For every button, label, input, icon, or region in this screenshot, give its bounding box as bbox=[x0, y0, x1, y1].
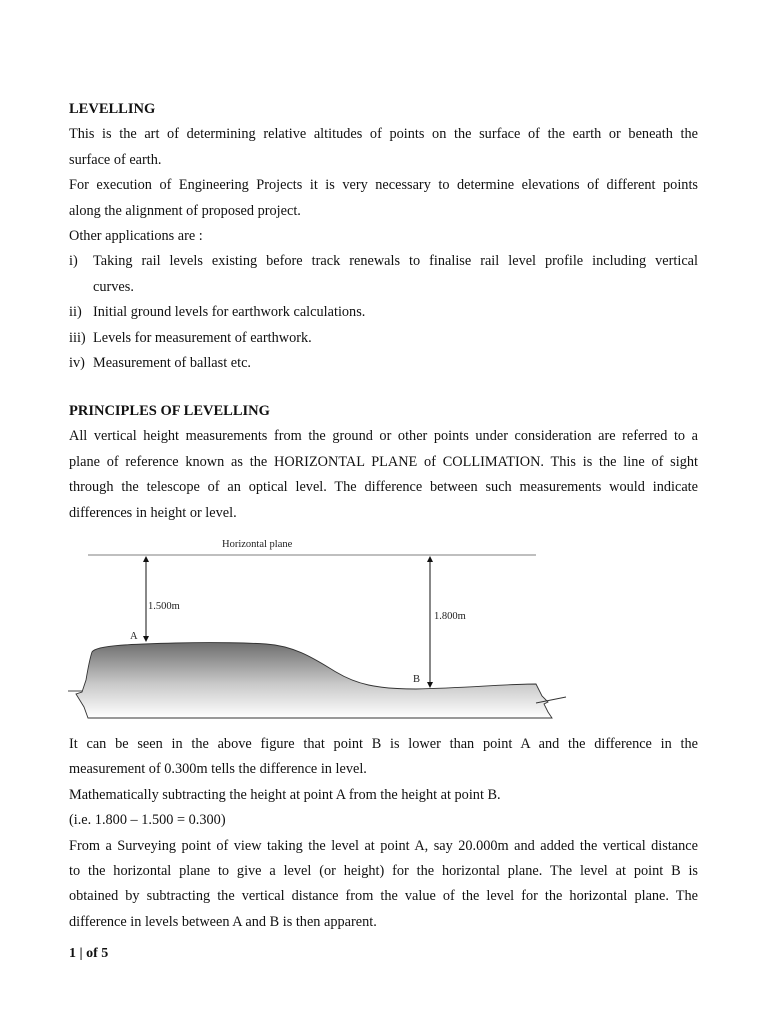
paragraph-line: measurement of 0.300m tells the difference in level. bbox=[69, 761, 367, 778]
levelling-diagram bbox=[66, 532, 570, 722]
paragraph-line: From a Surveying point of view taking the level at point A, say 20.000m and added the vertical distance bbox=[69, 837, 698, 854]
point-b-label: B bbox=[413, 674, 421, 685]
page-number: 1 | of 5 bbox=[69, 946, 109, 961]
other-applications-label: Other applications are : bbox=[69, 227, 203, 244]
explanation-section bbox=[69, 732, 698, 935]
paragraph-line: Mathematically subtracting the height at point A from the height at point B. bbox=[69, 786, 501, 803]
execution-line-2: along the alignment of proposed project. bbox=[69, 202, 301, 219]
paragraph-line: through the telescope of an optical level. The difference between such measurements would indicate bbox=[69, 479, 698, 496]
levelling-section bbox=[69, 97, 698, 376]
paragraph-line: All vertical height measurements from the ground or other points under consideration are referred to a bbox=[69, 428, 698, 445]
horizontal-plane-label: Horizontal plane bbox=[222, 539, 293, 550]
levelling-heading: LEVELLING bbox=[69, 101, 156, 117]
ground-profile bbox=[76, 643, 552, 718]
point-a-label: A bbox=[130, 631, 138, 642]
list-item-text: Levels for measurement of earthwork. bbox=[93, 329, 312, 346]
paragraph-line: It can be seen in the above figure that point B is lower than point A and the difference in the bbox=[69, 736, 698, 752]
principles-section bbox=[69, 399, 698, 526]
list-item-number: iii) bbox=[69, 329, 86, 346]
list-item bbox=[69, 249, 698, 274]
paragraph-line: difference in levels between A and B is then apparent. bbox=[69, 913, 377, 930]
definition-line-2: surface of earth. bbox=[69, 151, 162, 168]
definition-line-1: This is the art of determining relative altitudes of points on the surface of the earth or beneath the bbox=[69, 126, 698, 143]
list-item-number: ii) bbox=[69, 304, 82, 321]
paragraph-line: obtained by subtracting the vertical distance from the value of the level for the horizontal plane. The bbox=[69, 888, 698, 905]
formula-line: (i.e. 1.800 – 1.500 = 0.300) bbox=[69, 812, 226, 829]
list-item-text: Taking rail levels existing before track renewals to finalise rail level profile including vertical bbox=[93, 253, 698, 270]
measure-b-label: 1.800m bbox=[434, 611, 466, 622]
paragraph-line: plane of reference known as the HORIZONTAL PLANE of COLLIMATION. This is the line of sight bbox=[69, 453, 698, 470]
list-item bbox=[69, 326, 698, 351]
list-item-number: i) bbox=[69, 253, 78, 270]
list-item bbox=[69, 300, 698, 325]
list-item-text: Initial ground levels for earthwork calculations. bbox=[93, 304, 366, 321]
list-item-continuation: curves. bbox=[93, 278, 134, 295]
execution-line-1: For execution of Engineering Projects it is very necessary to determine elevations of different points bbox=[69, 177, 698, 194]
list-item-number: iv) bbox=[69, 354, 85, 371]
list-item-text: Measurement of ballast etc. bbox=[93, 354, 251, 371]
list-item bbox=[69, 351, 698, 376]
paragraph-line: to the horizontal plane to give a level (or height) for the horizontal plane. The level at point B is bbox=[69, 862, 698, 879]
measure-a-label: 1.500m bbox=[148, 601, 180, 612]
paragraph-line: differences in height or level. bbox=[69, 504, 237, 521]
principles-heading: PRINCIPLES OF LEVELLING bbox=[69, 403, 270, 419]
